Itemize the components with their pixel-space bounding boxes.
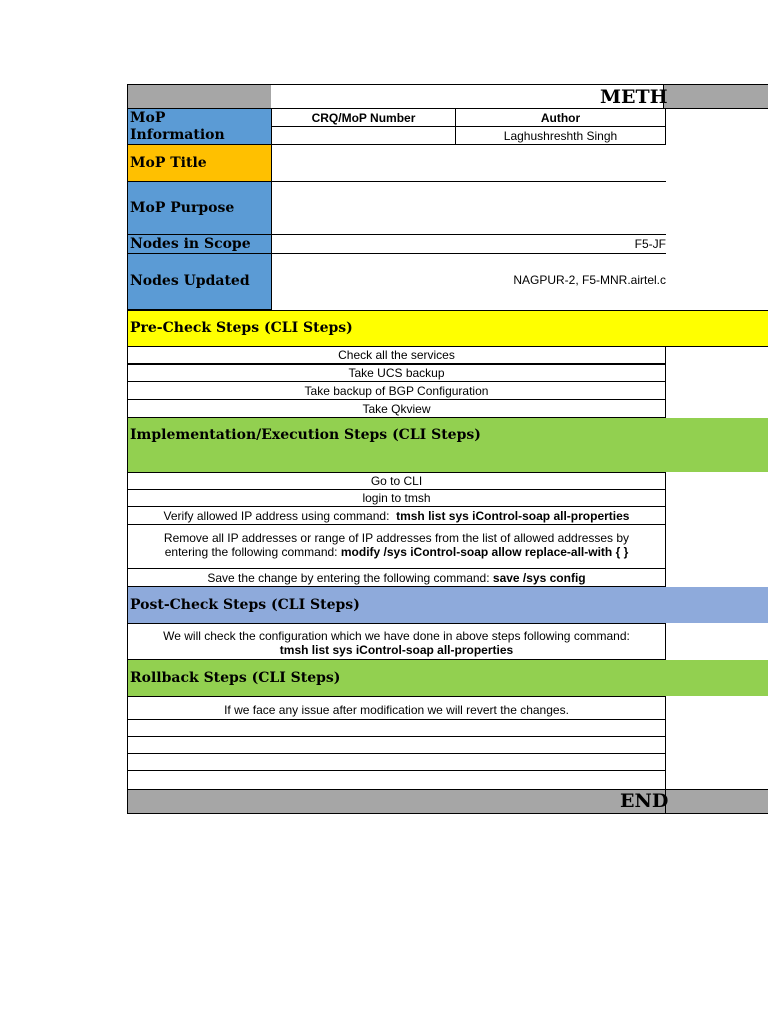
- rollback-empty-row-2: [127, 737, 666, 754]
- postcheck-step: [127, 623, 666, 660]
- precheck-step-2: Take UCS backup: [127, 364, 666, 382]
- impl-step-3-command: tmsh list sys iControl-soap all-properties: [396, 508, 630, 523]
- footer-bar: [127, 789, 768, 814]
- impl-step-5: [127, 569, 666, 587]
- nodes-in-scope-label: Nodes in Scope: [127, 235, 272, 254]
- nodes-in-scope-value[interactable]: F5-JF: [272, 235, 666, 254]
- impl-step-4: [127, 525, 666, 569]
- rollback-heading: Rollback Steps (CLI Steps): [127, 660, 768, 696]
- impl-step-3: [127, 507, 666, 525]
- rollback-empty-row-1: [127, 720, 666, 737]
- impl-step-4-command: modify /sys iControl-soap allow replace-all-with { }: [340, 545, 629, 559]
- rollback-empty-row-3: [127, 754, 666, 771]
- impl-step-1: Go to CLI: [127, 472, 666, 490]
- postcheck-heading: Post-Check Steps (CLI Steps): [127, 587, 768, 623]
- mop-purpose-label: MoP Purpose: [127, 182, 272, 235]
- mop-title-value[interactable]: [272, 145, 666, 182]
- implementation-heading: [127, 418, 768, 472]
- precheck-heading: Pre-Check Steps (CLI Steps): [127, 310, 768, 347]
- mop-info-label-line1: MoP: [130, 110, 166, 126]
- nodes-updated-label: Nodes Updated: [127, 254, 272, 310]
- header-white-strip: [271, 85, 598, 108]
- footer-title: END: [620, 790, 669, 812]
- author-header: Author: [456, 109, 666, 127]
- mop-purpose-value[interactable]: [272, 182, 666, 235]
- precheck-step-3: Take backup of BGP Configuration: [127, 382, 666, 400]
- postcheck-command: tmsh list sys iControl-soap all-properties: [279, 643, 514, 657]
- header-title: METH: [600, 86, 668, 108]
- impl-step-4-text: entering the following command:: [164, 545, 341, 559]
- impl-step-5-command: save /sys config: [492, 570, 586, 585]
- postcheck-line1: We will check the configuration which we have done in above steps following command:: [163, 629, 630, 643]
- impl-step-4-line2: [128, 545, 665, 559]
- impl-step-5-text: Save the change by entering the following command:: [207, 570, 493, 585]
- rollback-step-1: If we face any issue after modification we will revert the changes.: [127, 696, 666, 720]
- impl-step-2: login to tmsh: [127, 490, 666, 507]
- author-value[interactable]: Laghushreshth Singh: [456, 127, 666, 145]
- crq-header: CRQ/MoP Number: [272, 109, 456, 127]
- impl-step-4-line1: Remove all IP addresses or range of IP addresses from the list of allowed addresses by: [163, 531, 630, 545]
- mop-title-label: MoP Title: [127, 145, 272, 182]
- crq-value[interactable]: [272, 127, 456, 145]
- impl-step-3-text: Verify allowed IP address using command:: [163, 508, 397, 523]
- rollback-empty-row-4: [127, 771, 666, 789]
- mop-info-label-line2: Information: [130, 127, 225, 143]
- precheck-step-1: Check all the services: [127, 347, 666, 364]
- nodes-updated-value[interactable]: NAGPUR-2, F5-MNR.airtel.c: [513, 273, 666, 287]
- precheck-step-4: Take Qkview: [127, 400, 666, 418]
- implementation-heading-text: Implementation/Execution Steps (CLI Steps): [130, 427, 481, 443]
- mop-info-label: [127, 109, 272, 145]
